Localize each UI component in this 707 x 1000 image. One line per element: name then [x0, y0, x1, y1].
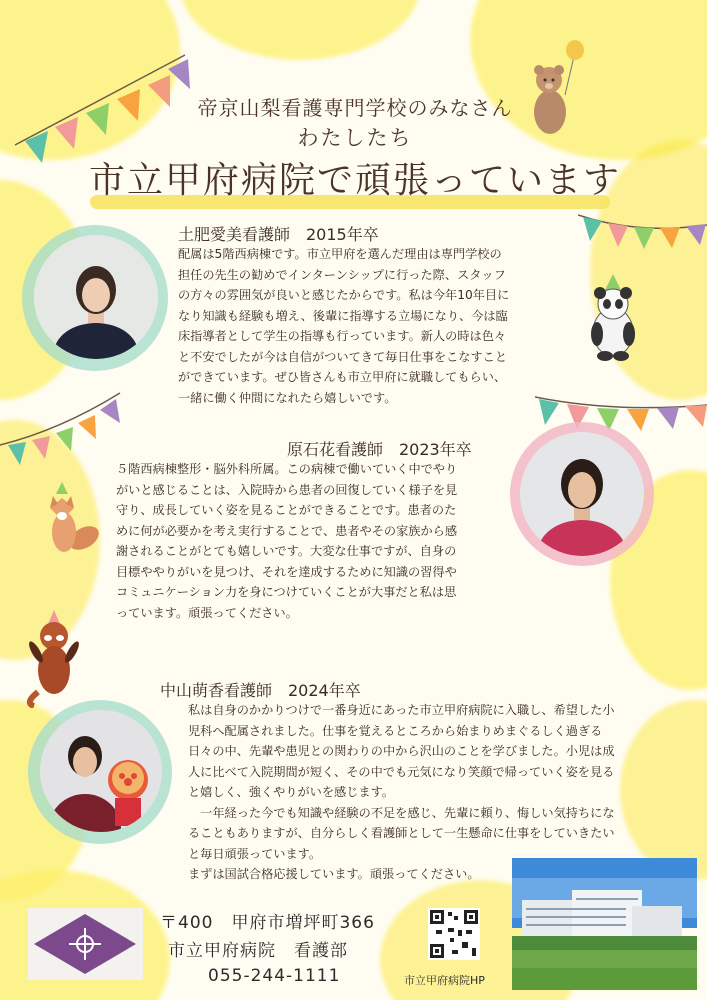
bunting-banner-icon: [0, 385, 130, 475]
message-line: ５階西病棟整形・脳外科所属。この病棟で働いていく中でやり: [116, 462, 458, 476]
message-line: 私は自身のかかりつけで一番身近にあった市立甲府病院に入職し、希望した小: [188, 703, 615, 717]
nurse-name: 土肥愛美看護師 2015年卒: [178, 225, 379, 244]
page-title: 市立甲府病院で頑張っています: [88, 160, 621, 201]
nurse-photo: [40, 710, 162, 832]
qr-code-icon[interactable]: [428, 908, 480, 960]
bunting-banner-icon: [578, 205, 707, 265]
message-line: の方々の雰囲気が良いと感じたからです。私は今年10年目に: [178, 288, 510, 302]
message-line: ができています。ぜひ皆さんも市立甲府に就職してもらい、: [178, 370, 507, 384]
message-line: と不安でしたが今は自信がついてきて毎日仕事をこなすこと: [178, 349, 508, 364]
message-line: ることもありますが、自分らしく看護師として一生懸命に仕事をしていきたい: [188, 826, 615, 840]
hospital-building-photo: [512, 858, 697, 990]
nurse-message: [188, 700, 698, 885]
message-line: コミュニケーション力を身につけていくことが大事だと私は思: [116, 585, 457, 599]
message-line: まずは国試合格応援しています。頑張ってください。: [188, 867, 480, 881]
organization-name: 市立甲府病院 看護部: [168, 941, 348, 961]
school-greeting: 帝京山梨看護専門学校のみなさん: [197, 96, 513, 120]
message-line: と毎日頑張っています。: [188, 846, 322, 861]
message-line: なり知識も経験も増え、後輩に指導する立場になり、今は臨: [178, 308, 508, 323]
message-line: 一緒に働く仲間になれたら嬉しいです。: [178, 390, 397, 405]
message-line: 目標ややりがいを見つけ、それを達成するために知識の習得や: [116, 564, 457, 579]
nurse-message: [178, 244, 578, 408]
nurse-name: 原石花看護師 2023年卒: [287, 440, 472, 459]
message-line: めに何が必要かを考え実行することで、患者やその家族から感: [116, 523, 458, 538]
nurse-photo: [34, 235, 158, 359]
phone-number: 055-244-1111: [208, 966, 341, 986]
message-line: 人に比べて入院期間が短く、その中でも元気になり笑顔で帰っていく姿を見る: [188, 764, 615, 779]
message-line: 謝されることがとても嬉しいです。大変な仕事ですが、自身の: [116, 544, 457, 558]
fox-icon: [40, 480, 105, 560]
message-line: 床指導者として学生の指導も行っています。新人の時は色々: [178, 329, 507, 343]
message-line: と嬉しく、強くやりがいを感じます。: [188, 785, 394, 799]
message-line: 児科へ配属されました。仕事を覚えるところから始まりめまぐるしく過ぎる: [188, 723, 603, 738]
nurse-message: [116, 459, 516, 623]
message-line: 担任の先生の勧めでインターンシップに行った際、スタッフ: [178, 267, 506, 282]
message-line: 配属は5階西病棟です。市立甲府を選んだ理由は専門学校の: [178, 247, 502, 261]
message-line: がいと感じることは、入院時から患者の回復していく様子を見: [116, 482, 458, 497]
message-line: 守り、成長していく姿を見ることができることです。患者のた: [116, 503, 457, 517]
nurse-name: 中山萌香看護師 2024年卒: [160, 681, 361, 700]
postal-address: 〒400 甲府市増坪町366: [160, 913, 375, 933]
red-panda-icon: [24, 608, 94, 708]
nurse-photo: [520, 432, 644, 556]
hp-label[interactable]: 市立甲府病院HP: [404, 974, 485, 987]
panda-icon: [583, 272, 643, 362]
greeting-subline: わたしたち: [297, 126, 413, 150]
message-line: 一年経った今でも知識や経験の不足を感じ、先輩に頼り、悔しい気持ちにな: [188, 805, 615, 820]
message-line: っています。頑張ってください。: [116, 605, 298, 620]
message-line: 日々の中、先輩や患児との関わりの中から沢山のことを学びました。小児は成: [188, 744, 615, 758]
city-emblem-icon: [28, 908, 143, 980]
